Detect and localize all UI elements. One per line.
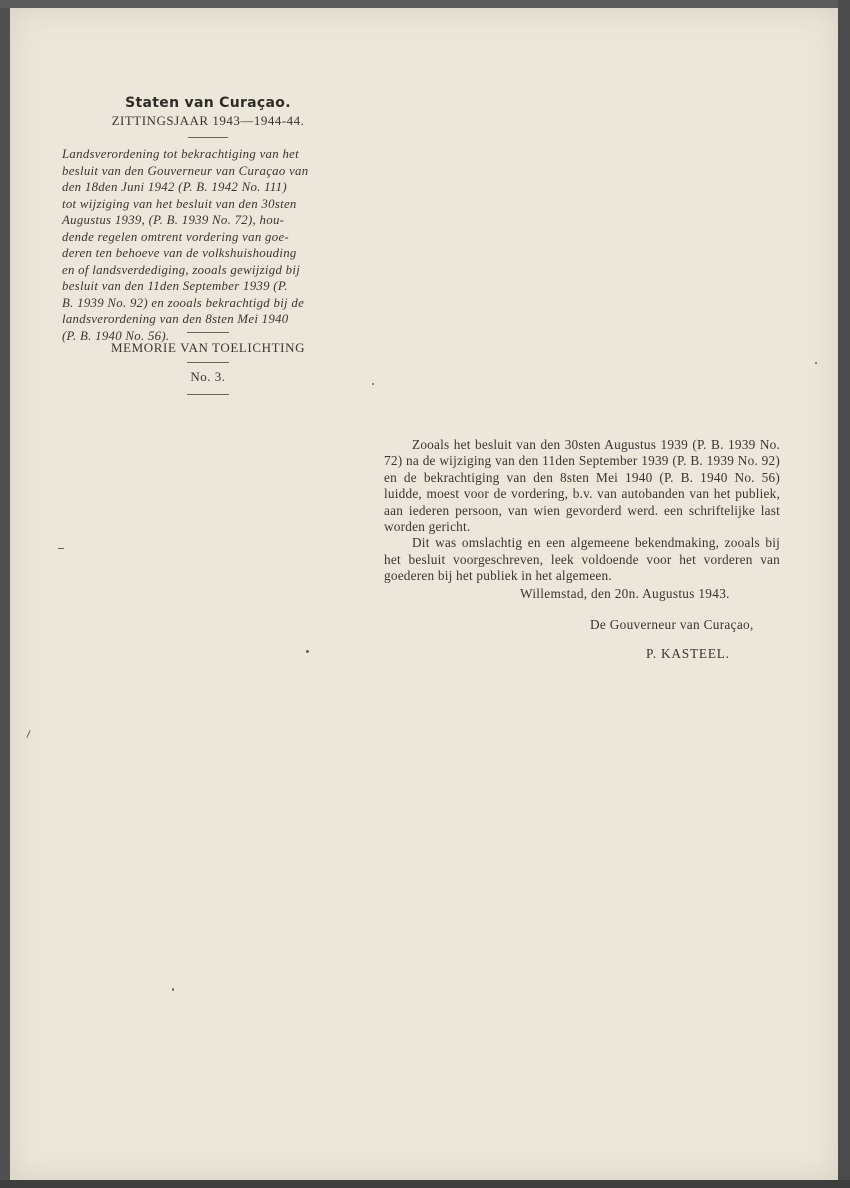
subject-line: (P. B. 1940 No. 56). [62,328,170,343]
scan-left-edge [0,0,10,1188]
memorie-divider [187,362,229,363]
subject-line: dende regelen omtrent vordering van goe- [62,229,289,244]
document-header [50,93,366,138]
subject-line: B. 1939 No. 92) en zooals bekrachtigd bij de [62,295,305,310]
subject-line: tot wijziging van het besluit van den 30sten [62,196,297,211]
subject-line: den 18den Juni 1942 (P. B. 1942 No. 111) [62,180,287,194]
subject-line: landsverordening van den 8sten Mei 1940 [62,312,289,326]
scan-top-edge [0,0,850,8]
body-paragraph: Zooals het besluit van den 30sten Augustus 1939 (P. B. 1939 No. 72) na de wijziging van den 11den September 1939 (P. B. 1939 No. 92) en de bekrachtiging van den 8sten Mei 1940 (P. B. 1940 No. 56) luidde, moest voor de vordering, b.v. van autobanden van het publiek, aan iederen persoon, van wien gevorderd werd. een schriftelijke last worden gericht. [384,437,780,535]
session-year: ZITTINGSJAAR 1943—1944-44. [111,113,305,128]
paper-speck [172,988,174,991]
subject-line: deren ten behoeve van de volkshuishouding [62,246,297,260]
paper-speck [58,548,64,549]
scan-right-edge [838,0,850,1188]
paper-speck [372,383,374,385]
body-paragraph: Dit was omslachtig en een algemeene bekendmaking, zooals bij het besluit voorgeschreven, leek voldoende voor het vorderen van goederen bij het publiek in het algemeen. [384,535,780,584]
subject-line: Augustus 1939, (P. B. 1939 No. 72), hou- [62,213,285,227]
subject-line: en of landsverdediging, zooals gewijzigd bij [62,262,301,277]
subject-line: besluit van den 11den September 1939 (P. [62,279,288,293]
paper-speck [815,362,817,364]
subject-divider [187,332,229,333]
memorie-heading: MEMORIE VAN TOELICHTING [110,340,306,355]
document-title: Staten van Curaçao. [125,95,291,111]
memorie-number: No. 3. [190,369,226,384]
scan-bottom-edge [0,1180,850,1188]
subject-line: besluit van den Gouverneur van Curaçao van [62,163,309,178]
paper-speck [306,650,309,653]
number-divider [187,394,229,395]
header-divider [188,137,228,138]
place-date: Willemstad, den 20n. Augustus 1943. [520,586,730,601]
explanation-body [384,437,780,585]
subject-paragraph [62,146,348,344]
signer-title: De Gouverneur van Curaçao, [590,617,754,632]
subject-line: Landsverordening tot bekrachtiging van het [62,147,299,161]
signer-name: P. KASTEEL. [646,646,730,661]
